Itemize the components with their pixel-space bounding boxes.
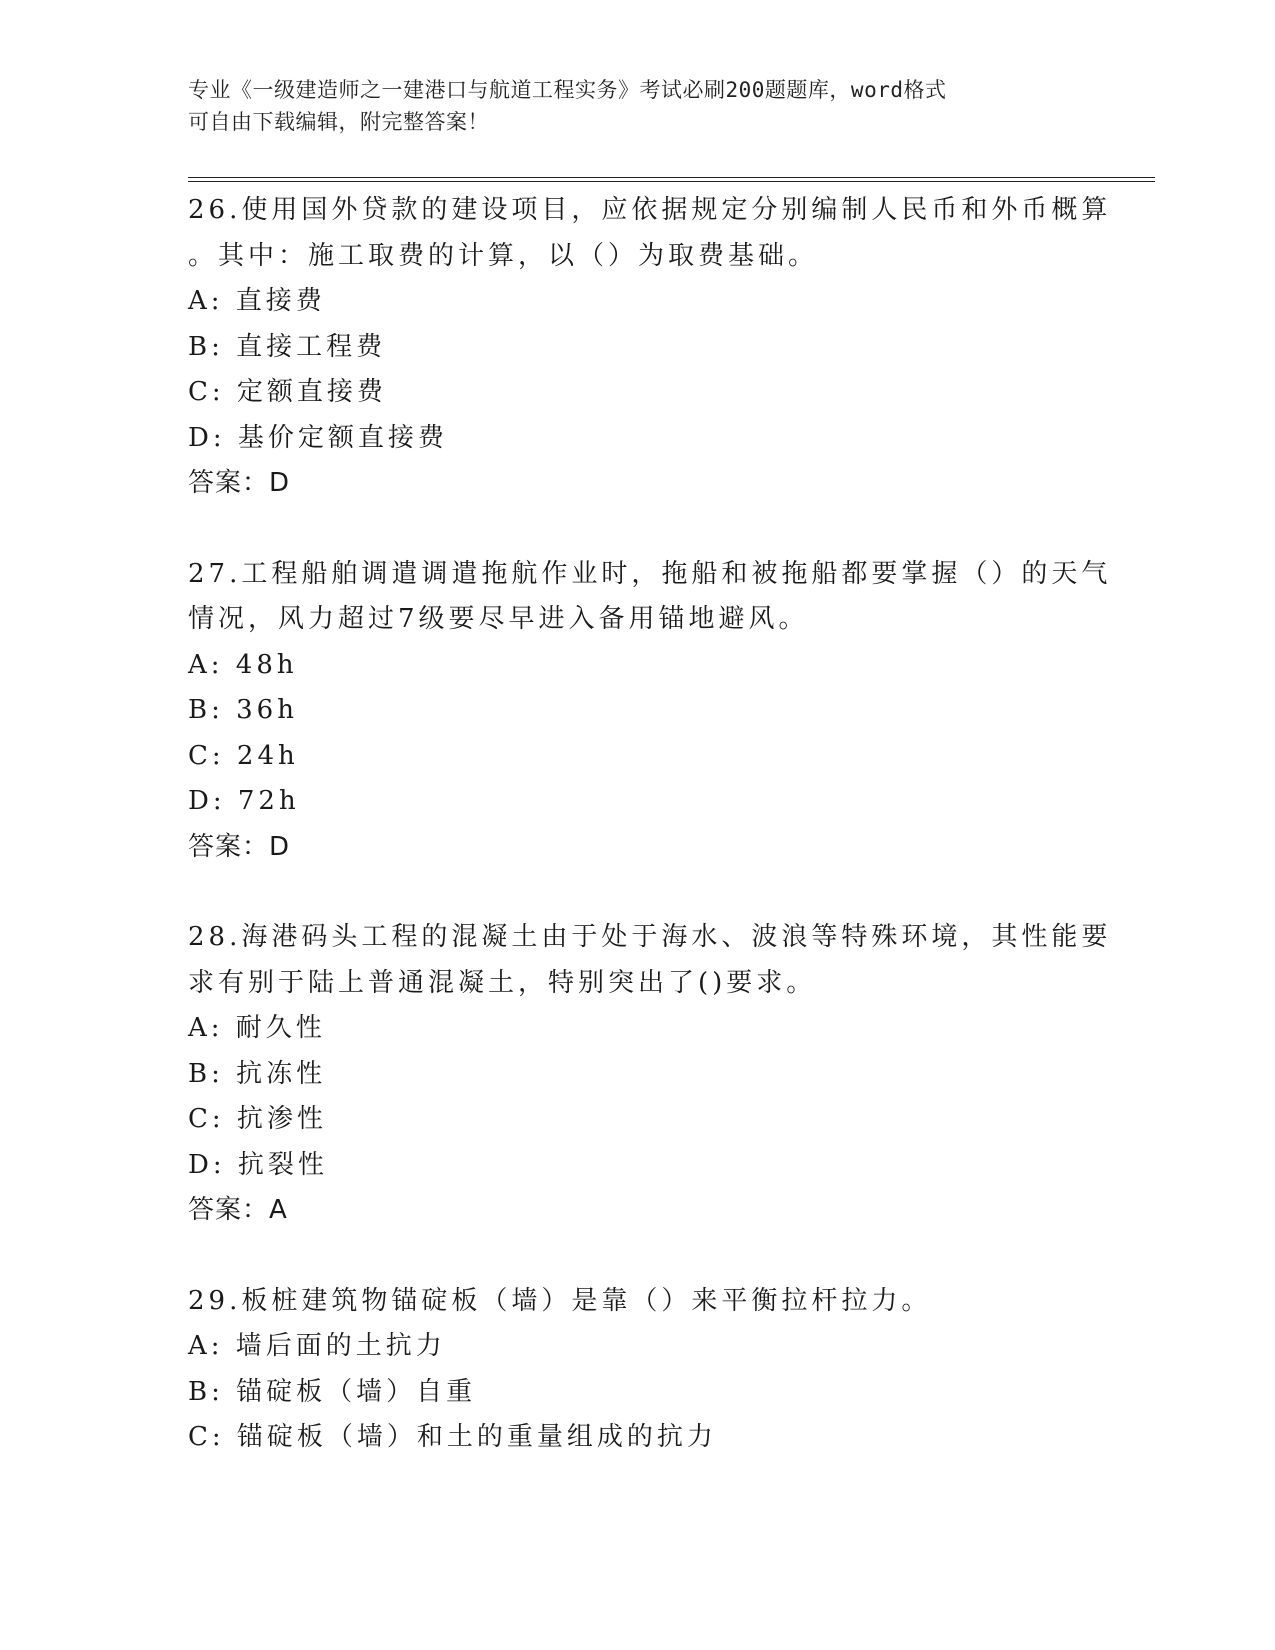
question-27 [188,552,1112,871]
option-c: C: 24h [188,740,299,771]
question-stem: 26.使用国外贷款的建设项目，应依据规定分别编制人民币和外币概算 [188,195,1112,225]
question-stem: 29.板桩建筑物锚碇板（墙）是靠（）来平衡拉杆拉力。 [188,1285,932,1316]
option-d: D: 72h [188,786,300,816]
option-c: C: 锚碇板（墙）和土的重量组成的抗力 [188,1422,717,1452]
header-divider-bottom [188,181,1155,182]
question-list [188,188,1112,1461]
answer: 答案：D [188,468,291,498]
question-26 [188,188,1112,507]
header-line-2: 可自由下载编辑，附完整答案！ [188,110,489,134]
option-a: A: 墙后面的土抗力 [188,1331,446,1361]
header-divider-top [188,177,1155,178]
option-b: B: 抗冻性 [188,1058,327,1089]
question-stem: 28.海港码头工程的混凝土由于处于海水、波浪等特殊环境，其性能要 [188,922,1112,952]
option-a: A: 48h [188,649,298,680]
option-c: C: 定额直接费 [188,377,387,407]
header-line-1: 专业《一级建造师之一建港口与航道工程实务》考试必刷200题题库，word格式 [188,78,947,102]
option-a: A: 直接费 [188,286,326,316]
document-header [188,74,1088,138]
option-a: A: 耐久性 [188,1013,326,1043]
option-b: B: 锚碇板（墙）自重 [188,1376,477,1407]
option-b: B: 直接工程费 [188,331,387,362]
option-d: D: 基价定额直接费 [188,422,448,453]
question-stem: 求有别于陆上普通混凝土，特别突出了()要求。 [188,967,817,998]
answer: 答案：A [188,1195,288,1225]
question-stem: 情况，风力超过7级要尽早进入备用锚地避风。 [188,604,809,634]
question-stem: 。其中：施工取费的计算，以（）为取费基础。 [188,240,819,271]
option-b: B: 36h [188,695,298,725]
question-28 [188,915,1112,1234]
question-stem: 27.工程船舶调遣调遣拖航作业时，拖船和被拖船都要掌握（）的天气 [188,558,1112,589]
option-d: D: 抗裂性 [188,1149,328,1180]
option-c: C: 抗渗性 [188,1104,327,1134]
question-29 [188,1279,1088,1461]
answer: 答案：D [188,831,291,862]
